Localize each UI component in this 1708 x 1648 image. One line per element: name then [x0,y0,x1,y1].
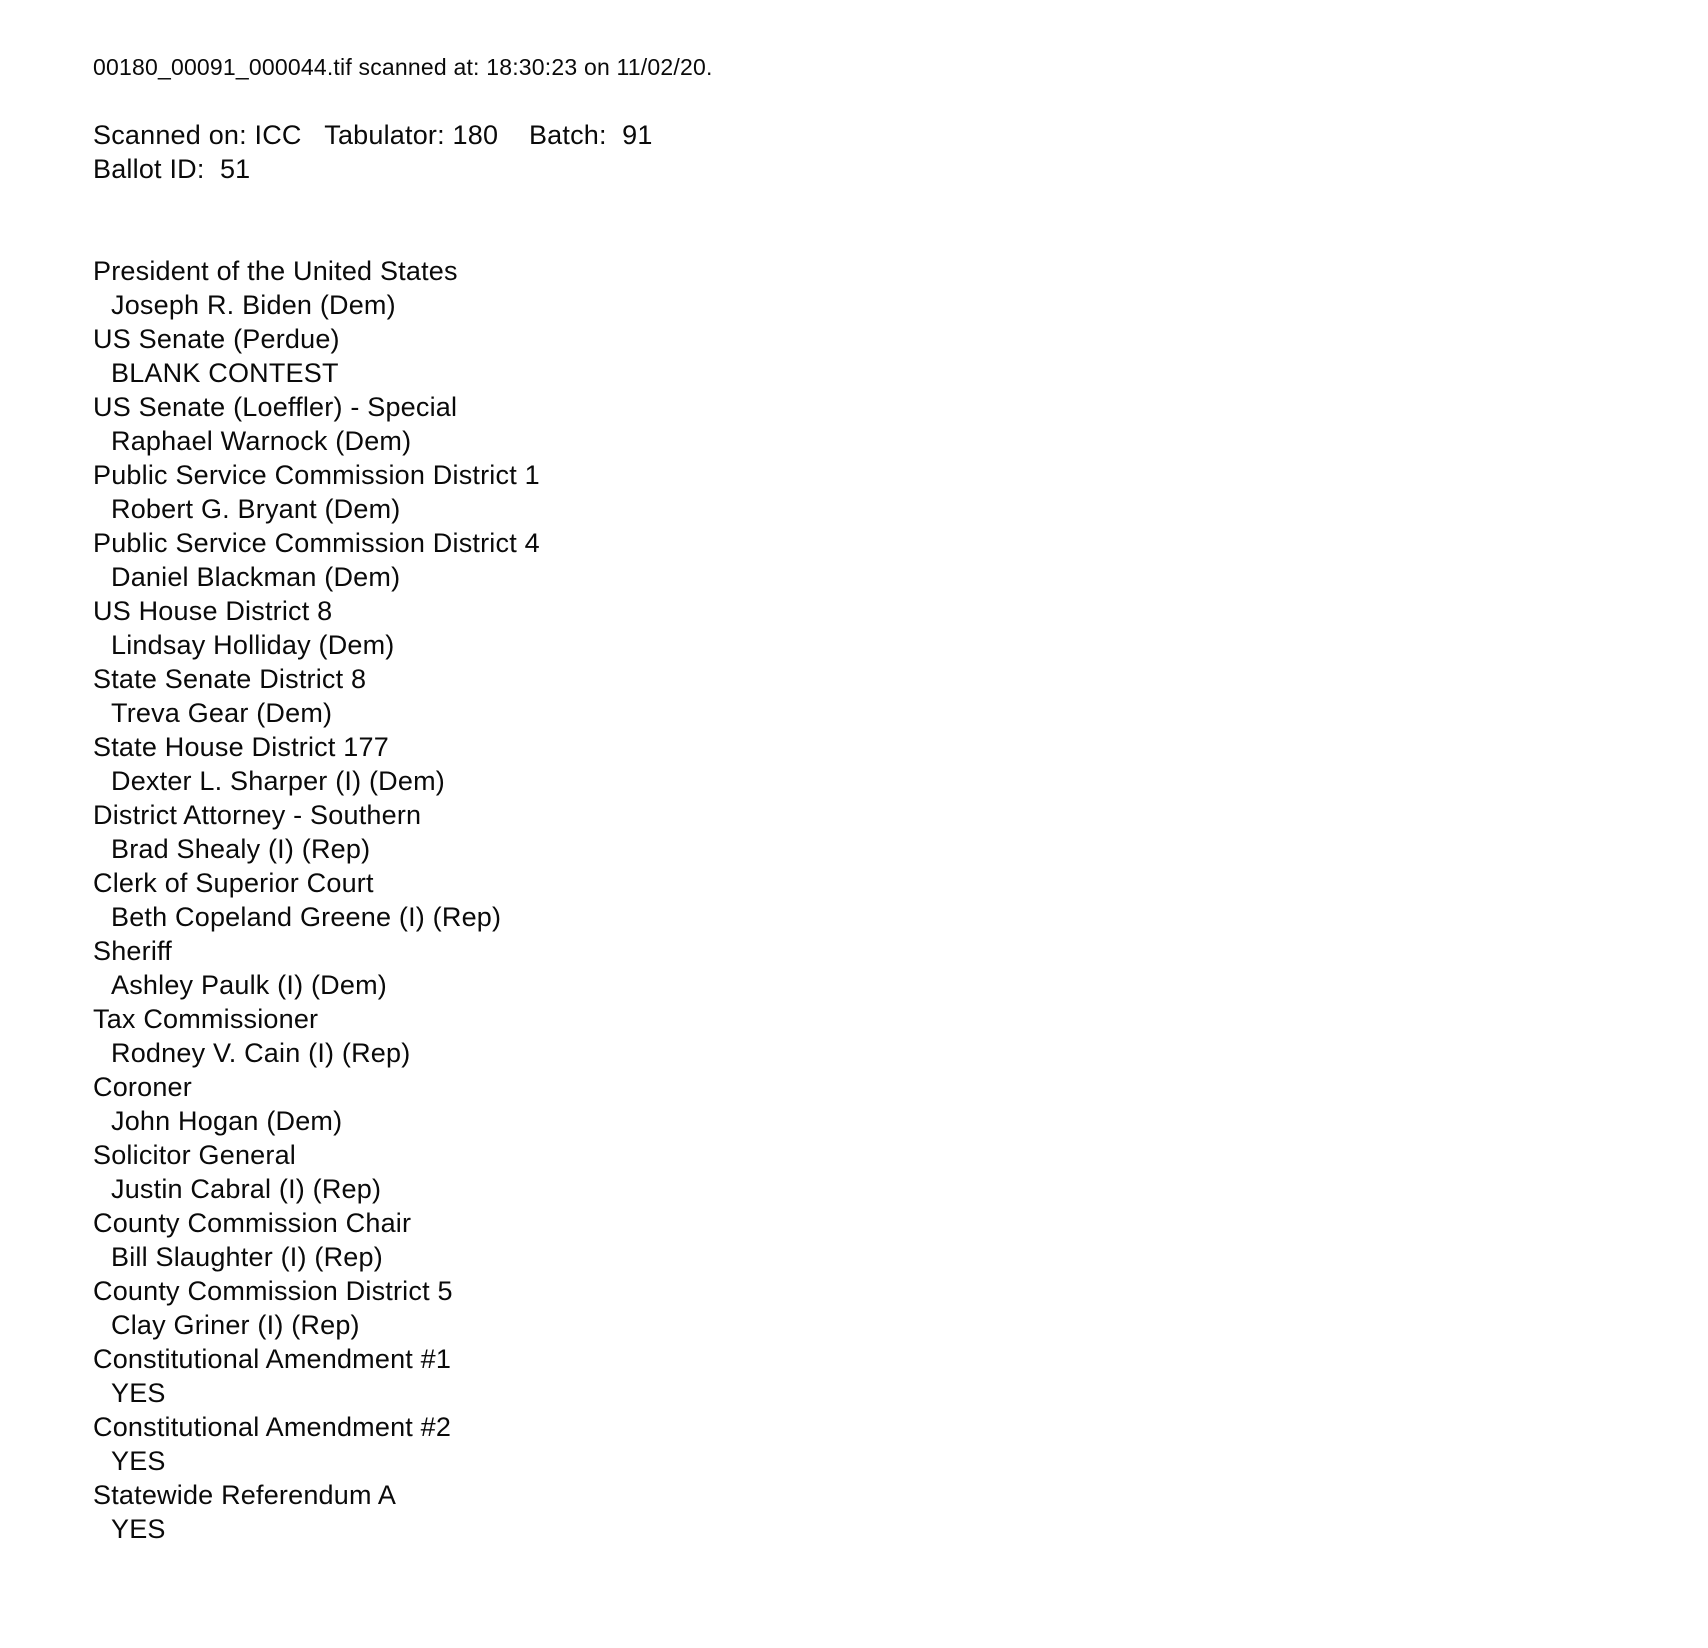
contest-selection: Beth Copeland Greene (I) (Rep) [111,902,502,932]
contest-selection: Treva Gear (Dem) [111,698,333,728]
file-scan-line: 00180_00091_000044.tif scanned at: 18:30:23 on 11/02/20. [93,54,713,80]
blank-line [93,220,1593,254]
contest-selection: YES [111,1378,166,1408]
contest-selection: Bill Slaughter (I) (Rep) [111,1242,383,1272]
contest-selection: Raphael Warnock (Dem) [111,426,412,456]
blank-line [93,186,1593,220]
contest-title: Coroner [93,1072,192,1102]
contest-title: Tax Commissioner [93,1004,319,1034]
contest-title: Constitutional Amendment #2 [93,1412,452,1442]
scan-info-line: Scanned on: ICC Tabulator: 180 Batch: 91 [93,120,653,150]
contest-selection: YES [111,1446,166,1476]
ballot-id-line: Ballot ID: 51 [93,154,251,184]
contest-selection: Rodney V. Cain (I) (Rep) [111,1038,411,1068]
contest-selection: Daniel Blackman (Dem) [111,562,401,592]
contest-title: State Senate District 8 [93,664,367,694]
contest-title: Statewide Referendum A [93,1480,397,1510]
contest-title: Public Service Commission District 4 [93,528,540,558]
contest-title: Sheriff [93,936,172,966]
contest-selection: Justin Cabral (I) (Rep) [111,1174,382,1204]
contest-selection: Brad Shealy (I) (Rep) [111,834,371,864]
contest-selection: Lindsay Holliday (Dem) [111,630,395,660]
contest-title: Public Service Commission District 1 [93,460,540,490]
contest-title: US House District 8 [93,596,333,626]
contest-selection: Dexter L. Sharper (I) (Dem) [111,766,445,796]
contest-title: County Commission District 5 [93,1276,453,1306]
contest-selection: BLANK CONTEST [111,358,339,388]
contest-title: US Senate (Loeffler) - Special [93,392,458,422]
blank-line [93,84,1593,118]
contest-selection: YES [111,1514,166,1544]
contest-selection: John Hogan (Dem) [111,1106,343,1136]
contest-title: Solicitor General [93,1140,296,1170]
contest-title: District Attorney - Southern [93,800,422,830]
contest-selection: Clay Griner (I) (Rep) [111,1310,360,1340]
contest-title: US Senate (Perdue) [93,324,340,354]
contest-title: State House District 177 [93,732,389,762]
ballot-scan-report [93,50,1593,1546]
contest-selection: Robert G. Bryant (Dem) [111,494,401,524]
contest-selection: Ashley Paulk (I) (Dem) [111,970,387,1000]
contest-list [93,254,1593,1546]
contest-title: Constitutional Amendment #1 [93,1344,452,1374]
contest-title: County Commission Chair [93,1208,412,1238]
contest-selection: Joseph R. Biden (Dem) [111,290,396,320]
contest-title: Clerk of Superior Court [93,868,374,898]
contest-title: President of the United States [93,256,458,286]
